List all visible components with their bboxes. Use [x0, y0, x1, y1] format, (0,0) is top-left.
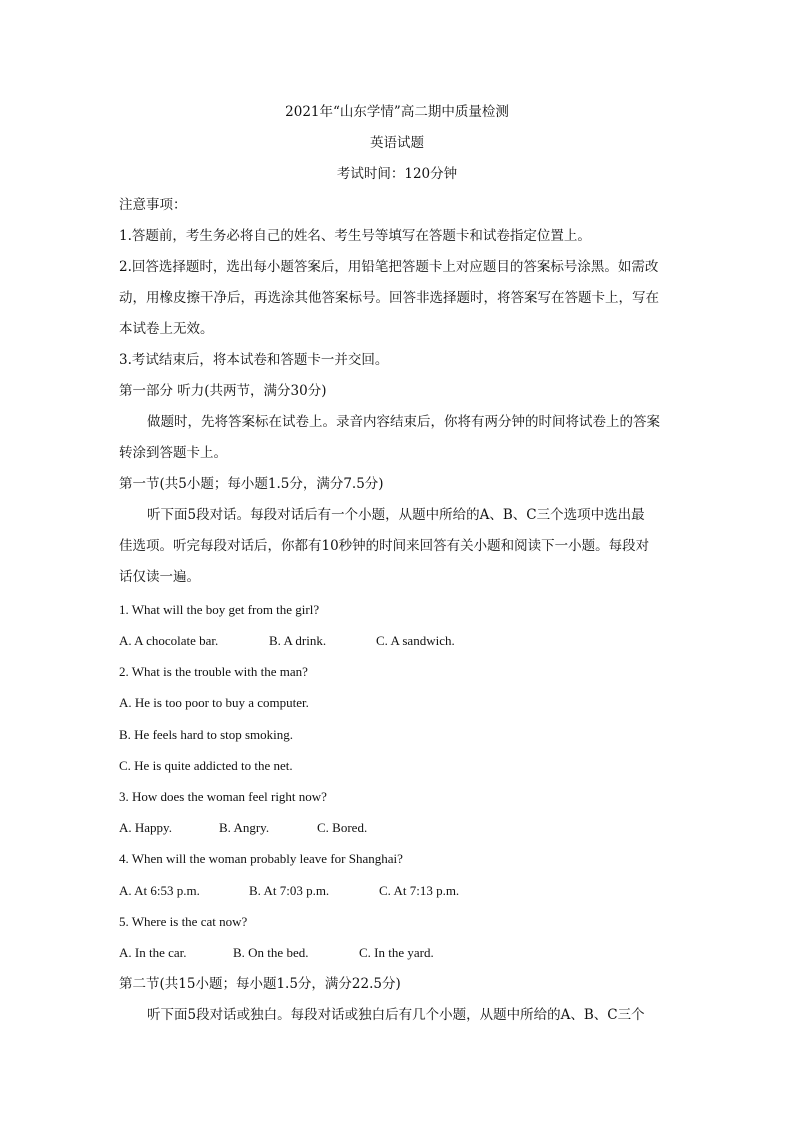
section1-intro-line-2: 佳选项。听完每段对话后，你都有10秒钟的时间来回答有关小题和阅读下一小题。每段对 — [119, 538, 650, 554]
question-4-stem: 4. When will the woman probably leave for Shanghai? — [119, 851, 403, 866]
question-5-option-a: A. In the car. — [119, 945, 187, 960]
question-3-option-c: C. Bored. — [317, 820, 368, 835]
part1-intro-line-1: 做题时，先将答案标在试卷上。录音内容结束后，你将有两分钟的时间将试卷上的答案 — [147, 414, 660, 430]
exam-title: 2021年“山东学情”高二期中质量检测 — [285, 104, 509, 120]
exam-subject: 英语试题 — [370, 135, 424, 151]
notice-item-3: 3.考试结束后，将本试卷和答题卡一并交回。 — [119, 352, 389, 368]
question-1-option-a: A. A chocolate bar. — [119, 633, 219, 648]
question-1-stem: 1. What will the boy get from the girl? — [119, 602, 320, 617]
question-2-option-b: B. He feels hard to stop smoking. — [119, 727, 294, 742]
section2-intro-line-1: 听下面5段对话或独白。每段对话或独白后有几个小题，从题中所给的A、B、C三个 — [147, 1007, 645, 1023]
notice-item-1: 1.答题前，考生务必将自己的姓名、考生号等填写在答题卡和试卷指定位置上。 — [119, 228, 591, 244]
notice-item-2-line-3: 本试卷上无效。 — [119, 321, 214, 337]
section2-heading: 第二节(共15小题；每小题1.5分，满分22.5分) — [119, 976, 401, 992]
question-4-option-c: C. At 7:13 p.m. — [379, 883, 460, 898]
question-2-option-c: C. He is quite addicted to the net. — [119, 758, 293, 773]
question-5-option-c: C. In the yard. — [359, 945, 434, 960]
question-1-option-b: B. A drink. — [269, 633, 327, 648]
question-3-option-b: B. Angry. — [219, 820, 270, 835]
section1-intro-line-3: 话仅读一遍。 — [119, 569, 200, 585]
question-3-stem: 3. How does the woman feel right now? — [119, 789, 327, 804]
exam-time: 考试时间：120分钟 — [336, 166, 458, 182]
question-4-option-a: A. At 6:53 p.m. — [119, 883, 200, 898]
question-3-option-a: A. Happy. — [119, 820, 172, 835]
question-5-stem: 5. Where is the cat now? — [119, 914, 248, 929]
notice-heading: 注意事项： — [119, 197, 187, 213]
question-4-option-b: B. At 7:03 p.m. — [249, 883, 330, 898]
notice-item-2-line-2: 动，用橡皮擦干净后，再选涂其他答案标号。回答非选择题时，将答案写在答题卡上，写在 — [119, 290, 659, 306]
notice-item-2-line-1: 2.回答选择题时，选出每小题答案后，用铅笔把答题卡上对应题目的答案标号涂黑。如需改 — [119, 259, 659, 275]
part1-heading: 第一部分 听力(共两节，满分30分) — [119, 383, 327, 399]
part1-intro-line-2: 转涂到答题卡上。 — [119, 445, 227, 461]
question-5-option-b: B. On the bed. — [233, 945, 309, 960]
question-2-option-a: A. He is too poor to buy a computer. — [119, 695, 309, 710]
section1-intro-line-1: 听下面5段对话。每段对话后有一个小题，从题中所给的A、B、C三个选项中选出最 — [147, 507, 645, 523]
section1-heading: 第一节(共5小题；每小题1.5分，满分7.5分) — [119, 476, 384, 492]
question-2-stem: 2. What is the trouble with the man? — [119, 664, 308, 679]
question-1-option-c: C. A sandwich. — [376, 633, 455, 648]
